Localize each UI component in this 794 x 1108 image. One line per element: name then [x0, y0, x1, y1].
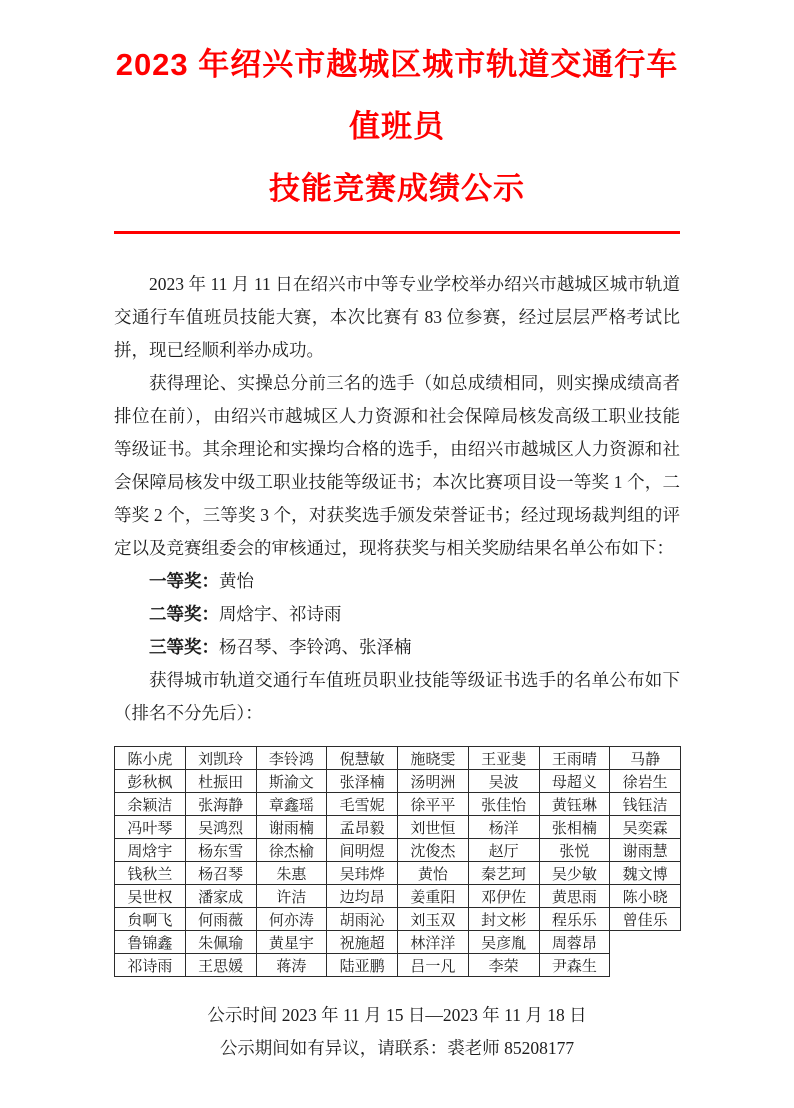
table-cell: 钱钰洁: [610, 793, 681, 816]
table-cell: 蒋涛: [256, 954, 327, 977]
table-cell: 汤明洲: [398, 770, 469, 793]
title-underline: [114, 231, 680, 234]
paragraph-certificate-list: 获得城市轨道交通行车值班员职业技能等级证书选手的名单公布如下（排名不分先后）：: [114, 670, 680, 723]
table-cell: 陆亚鹏: [327, 954, 398, 977]
table-cell: 徐平平: [398, 793, 469, 816]
table-cell: 边均昂: [327, 885, 398, 908]
document-body: [114, 268, 680, 730]
table-cell: 周蓉昂: [539, 931, 610, 954]
award-first-label: 一等奖：: [149, 571, 219, 591]
table-cell: 尹森生: [539, 954, 610, 977]
title-line-1: 2023 年绍兴市越城区城市轨道交通行车值班员: [115, 47, 679, 144]
table-row: [115, 770, 681, 793]
table-cell: 张佳怡: [468, 793, 539, 816]
table-cell: 吴玮烨: [327, 862, 398, 885]
table-cell: 章鑫瑶: [256, 793, 327, 816]
names-table-body: [115, 747, 681, 977]
table-cell: 张泽楠: [327, 770, 398, 793]
table-row: [115, 839, 681, 862]
table-cell: 冯叶琴: [115, 816, 186, 839]
table-cell: 钱秋兰: [115, 862, 186, 885]
table-row: [115, 954, 681, 977]
award-second-prize: [114, 598, 680, 631]
table-cell: 张海静: [185, 793, 256, 816]
award-second-names: 周焓宇、祁诗雨: [219, 604, 342, 624]
table-cell: 魏文博: [610, 862, 681, 885]
table-cell: 黄思雨: [539, 885, 610, 908]
table-cell: 赵厅: [468, 839, 539, 862]
table-cell: 陈小晓: [610, 885, 681, 908]
names-table: [114, 746, 681, 977]
award-first-names: 黄怡: [219, 571, 254, 591]
table-cell: 封文彬: [468, 908, 539, 931]
table-cell: 黄星宇: [256, 931, 327, 954]
table-cell: 谢雨楠: [256, 816, 327, 839]
table-cell: 林洋洋: [398, 931, 469, 954]
table-cell: 吴世权: [115, 885, 186, 908]
document-content: [114, 0, 680, 1065]
table-cell: 吴鸿烈: [185, 816, 256, 839]
table-row: [115, 747, 681, 770]
table-row: [115, 793, 681, 816]
table-cell: 朱佩瑜: [185, 931, 256, 954]
table-cell: 谢雨慧: [610, 839, 681, 862]
table-cell: 何亦涛: [256, 908, 327, 931]
table-row: [115, 862, 681, 885]
table-cell: 许洁: [256, 885, 327, 908]
table-cell: 潘家成: [185, 885, 256, 908]
footer-contact: 公示期间如有异议，请联系：裘老师 85208177: [219, 1038, 575, 1058]
table-cell: 杨洋: [468, 816, 539, 839]
table-cell: 王思媛: [185, 954, 256, 977]
table-cell: 张相楠: [539, 816, 610, 839]
table-cell: 斯渝文: [256, 770, 327, 793]
table-cell: 陈小虎: [115, 747, 186, 770]
table-cell: 倪慧敏: [327, 747, 398, 770]
table-cell: 吴奕霖: [610, 816, 681, 839]
table-cell: 刘凯玲: [185, 747, 256, 770]
table-cell: 黄怡: [398, 862, 469, 885]
table-cell: 李铃鸿: [256, 747, 327, 770]
award-third-names: 杨召琴、李铃鸿、张泽楠: [219, 637, 412, 657]
table-cell: 彭秋枫: [115, 770, 186, 793]
table-cell: 吴少敏: [539, 862, 610, 885]
table-cell: 刘世恒: [398, 816, 469, 839]
table-cell: 杨召琴: [185, 862, 256, 885]
table-cell: 毛雪妮: [327, 793, 398, 816]
award-third-prize: [114, 631, 680, 664]
table-cell: 间明煜: [327, 839, 398, 862]
table-cell: 杜振田: [185, 770, 256, 793]
table-cell: 张悦: [539, 839, 610, 862]
table-cell: 王亚斐: [468, 747, 539, 770]
title-line-2: 技能竞赛成绩公示: [269, 171, 525, 206]
award-first-prize: [114, 565, 680, 598]
document-footer: [114, 999, 680, 1065]
table-cell: 祝施超: [327, 931, 398, 954]
table-cell: 何雨薇: [185, 908, 256, 931]
table-cell: 徐岩生: [610, 770, 681, 793]
table-cell: 余颖洁: [115, 793, 186, 816]
table-cell: 吕一凡: [398, 954, 469, 977]
table-cell: 孟昂毅: [327, 816, 398, 839]
document-title: [114, 0, 680, 220]
table-cell: 邓伊佐: [468, 885, 539, 908]
award-second-label: 二等奖：: [149, 604, 219, 624]
table-cell: 黄钰琳: [539, 793, 610, 816]
table-cell: 母超义: [539, 770, 610, 793]
table-cell: 徐杰榆: [256, 839, 327, 862]
table-row: [115, 885, 681, 908]
table-cell: 祁诗雨: [115, 954, 186, 977]
table-cell: 秦艺珂: [468, 862, 539, 885]
table-cell: 曾佳乐: [610, 908, 681, 931]
award-third-label: 三等奖：: [149, 637, 219, 657]
paragraph-rules: 获得理论、实操总分前三名的选手（如总成绩相同，则实操成绩高者排位在前），由绍兴市越城区人力资源和社会保障局核发高级工职业技能等级证书。其余理论和实操均合格的选手，由绍兴市越城区人力资源和社会保障局核发中级工职业技能等级证书；本次比赛项目设一等奖 1 个，二等奖 2 个，三等奖 3 个，对获奖选手颁发荣誉证书；经过现场裁判组的评定以及竞赛组委会的审核通过，现将获奖与相关奖励结果名单公布如下：: [114, 373, 680, 558]
table-cell: 朱惠: [256, 862, 327, 885]
footer-publicity-period: 公示时间 2023 年 11 月 15 日—2023 年 11 月 18 日: [207, 1005, 587, 1025]
table-cell: 刘玉双: [398, 908, 469, 931]
table-cell: 吴彦胤: [468, 931, 539, 954]
table-cell: 贠啊飞: [115, 908, 186, 931]
table-cell: 李荣: [468, 954, 539, 977]
table-row: [115, 816, 681, 839]
table-row: [115, 908, 681, 931]
table-cell: 王雨晴: [539, 747, 610, 770]
table-cell: 鲁锦鑫: [115, 931, 186, 954]
table-cell: 周焓宇: [115, 839, 186, 862]
table-cell: 程乐乐: [539, 908, 610, 931]
table-cell: 胡雨沁: [327, 908, 398, 931]
paragraph-intro: 2023 年 11 月 11 日在绍兴市中等专业学校举办绍兴市越城区城市轨道交通行车值班员技能大赛，本次比赛有 83 位参赛，经过层层严格考试比拼，现已经顺利举办成功。: [114, 274, 680, 360]
table-cell: 马静: [610, 747, 681, 770]
table-cell: 杨东雪: [185, 839, 256, 862]
table-cell: 吴波: [468, 770, 539, 793]
table-cell: 施晓雯: [398, 747, 469, 770]
table-cell: 姜重阳: [398, 885, 469, 908]
table-row: [115, 931, 681, 954]
table-cell: 沈俊杰: [398, 839, 469, 862]
